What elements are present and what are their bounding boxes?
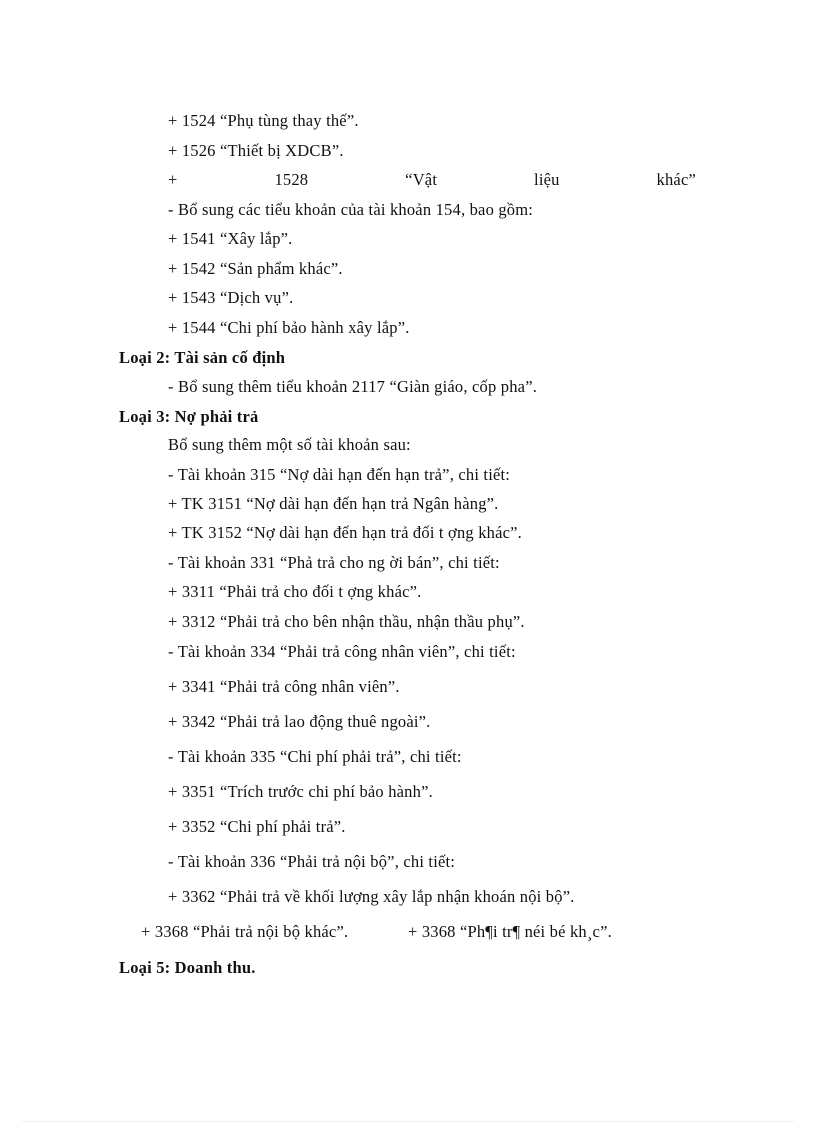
page-edge [22, 1121, 794, 1122]
text-line: + 3312 “Phải trả cho bên nhận thầu, nhận thầu phụ”. [168, 612, 525, 631]
text-line: - Bổ sung các tiểu khoản của tài khoản 154, bao gồm: [168, 200, 534, 219]
text-line-garbled: + 3368 “Ph¶i tr¶ néi bé kh¸c”. [408, 922, 612, 941]
text-line: + 3362 “Phải trả về khối lượng xây lắp nhận khoán nội bộ”. [168, 887, 575, 906]
text-line: + 1543 “Dịch vụ”. [168, 288, 294, 307]
word: khác” [656, 170, 696, 189]
text-line: Bổ sung thêm một số tài khoản sau: [168, 435, 411, 454]
text-line: + 3368 “Phải trả nội bộ khác”. [141, 922, 349, 941]
text-line: - Tài khoản 335 “Chi phí phải trả”, chi tiết: [168, 747, 462, 766]
section-heading: Loại 3: Nợ phải trả [119, 407, 259, 426]
text-line: + 1541 “Xây lắp”. [168, 229, 293, 248]
text-line: + 1544 “Chi phí bảo hành xây lắp”. [168, 318, 410, 337]
word: “Vật [405, 170, 438, 189]
text-line: - Tài khoản 331 “Phả trả cho ng ời bán”, chi tiết: [168, 553, 500, 572]
text-line: - Tài khoản 336 “Phải trả nội bộ”, chi tiết: [168, 852, 456, 871]
text-line: + 3351 “Trích trước chi phí bảo hành”. [168, 782, 433, 801]
text-line: + 1526 “Thiết bị XDCB”. [168, 141, 344, 160]
text-line: + 3311 “Phải trả cho đối t ợng khác”. [168, 582, 422, 601]
section-heading: Loại 2: Tài sản cố định [119, 348, 286, 367]
text-line: + TK 3152 “Nợ dài hạn đến hạn trả đối t ợng khác”. [168, 523, 522, 542]
text-line: + 1542 “Sản phẩm khác”. [168, 259, 343, 278]
text-line: + 3341 “Phải trả công nhân viên”. [168, 677, 400, 696]
text-line: - Tài khoản 334 “Phải trả công nhân viên”, chi tiết: [168, 642, 516, 661]
word: + [168, 170, 178, 189]
justified-line [168, 170, 696, 190]
text-line: - Bổ sung thêm tiểu khoản 2117 “Giàn giáo, cốp pha”. [168, 377, 538, 396]
text-line: + 3352 “Chi phí phải trả”. [168, 817, 346, 836]
word: liệu [534, 170, 560, 189]
text-line: + 1524 “Phụ tùng thay thế”. [168, 111, 359, 130]
text-line: + 3342 “Phải trả lao động thuê ngoài”. [168, 712, 431, 731]
text-line: + TK 3151 “Nợ dài hạn đến hạn trả Ngân hàng”. [168, 494, 499, 513]
section-heading: Loại 5: Doanh thu. [119, 958, 256, 977]
word: 1528 [274, 170, 309, 189]
text-line: - Tài khoản 315 “Nợ dài hạn đến hạn trả”, chi tiết: [168, 465, 511, 484]
